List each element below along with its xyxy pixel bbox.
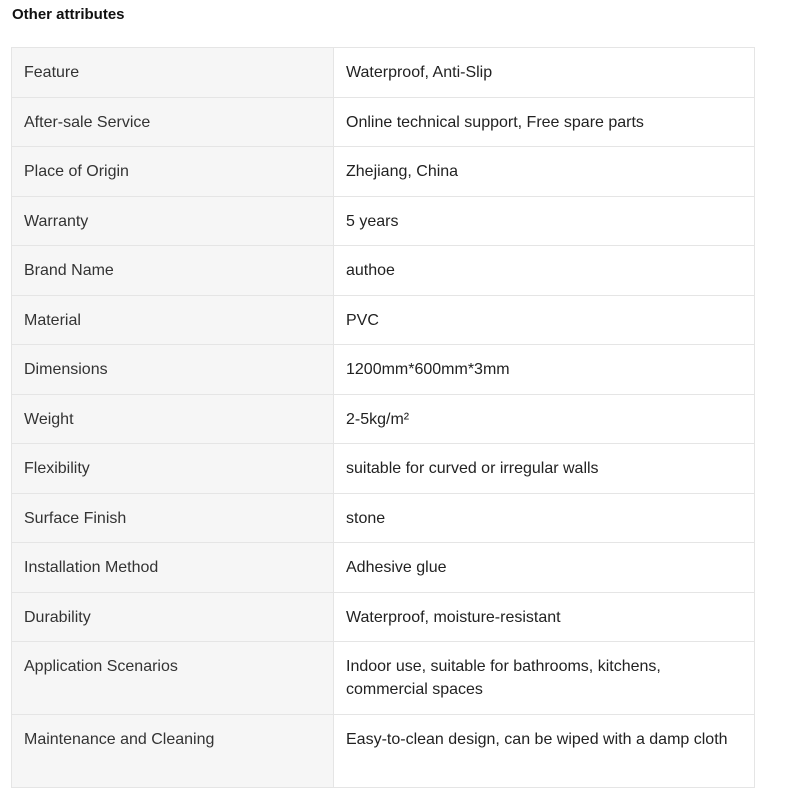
attribute-value: Waterproof, moisture-resistant bbox=[334, 592, 755, 642]
table-row bbox=[12, 147, 755, 197]
table-row bbox=[12, 97, 755, 147]
attribute-name: Weight bbox=[12, 394, 334, 444]
section-title: Other attributes bbox=[12, 6, 125, 23]
attribute-value: Zhejiang, China bbox=[334, 147, 755, 197]
table-row bbox=[12, 345, 755, 395]
table-row bbox=[12, 715, 755, 788]
attribute-value: authoe bbox=[334, 246, 755, 296]
attribute-value: Adhesive glue bbox=[334, 543, 755, 593]
attribute-name: Durability bbox=[12, 592, 334, 642]
attribute-name: Material bbox=[12, 295, 334, 345]
attribute-name: Surface Finish bbox=[12, 493, 334, 543]
attribute-name: Installation Method bbox=[12, 543, 334, 593]
attribute-value: PVC bbox=[334, 295, 755, 345]
attribute-name: Dimensions bbox=[12, 345, 334, 395]
attribute-value: suitable for curved or irregular walls bbox=[334, 444, 755, 494]
table-row bbox=[12, 196, 755, 246]
attribute-value: 2-5kg/m² bbox=[334, 394, 755, 444]
table-row bbox=[12, 444, 755, 494]
attribute-name: After-sale Service bbox=[12, 97, 334, 147]
table-row bbox=[12, 48, 755, 98]
attribute-name: Place of Origin bbox=[12, 147, 334, 197]
table-row bbox=[12, 394, 755, 444]
table-row bbox=[12, 543, 755, 593]
attribute-name: Maintenance and Cleaning bbox=[12, 715, 334, 788]
attribute-name: Warranty bbox=[12, 196, 334, 246]
attribute-name: Feature bbox=[12, 48, 334, 98]
attribute-value: Indoor use, suitable for bathrooms, kitchens, commercial spaces bbox=[334, 642, 755, 715]
table-row bbox=[12, 295, 755, 345]
attribute-value: Waterproof, Anti-Slip bbox=[334, 48, 755, 98]
table-row bbox=[12, 246, 755, 296]
table-row bbox=[12, 642, 755, 715]
attribute-value: 5 years bbox=[334, 196, 755, 246]
attribute-name: Application Scenarios bbox=[12, 642, 334, 715]
attribute-name: Flexibility bbox=[12, 444, 334, 494]
attribute-name: Brand Name bbox=[12, 246, 334, 296]
table-row bbox=[12, 592, 755, 642]
attribute-value: Online technical support, Free spare parts bbox=[334, 97, 755, 147]
table-row bbox=[12, 493, 755, 543]
attribute-value: stone bbox=[334, 493, 755, 543]
attribute-value: Easy-to-clean design, can be wiped with a damp cloth bbox=[334, 715, 755, 788]
attribute-value: 1200mm*600mm*3mm bbox=[334, 345, 755, 395]
attributes-table bbox=[11, 47, 755, 788]
